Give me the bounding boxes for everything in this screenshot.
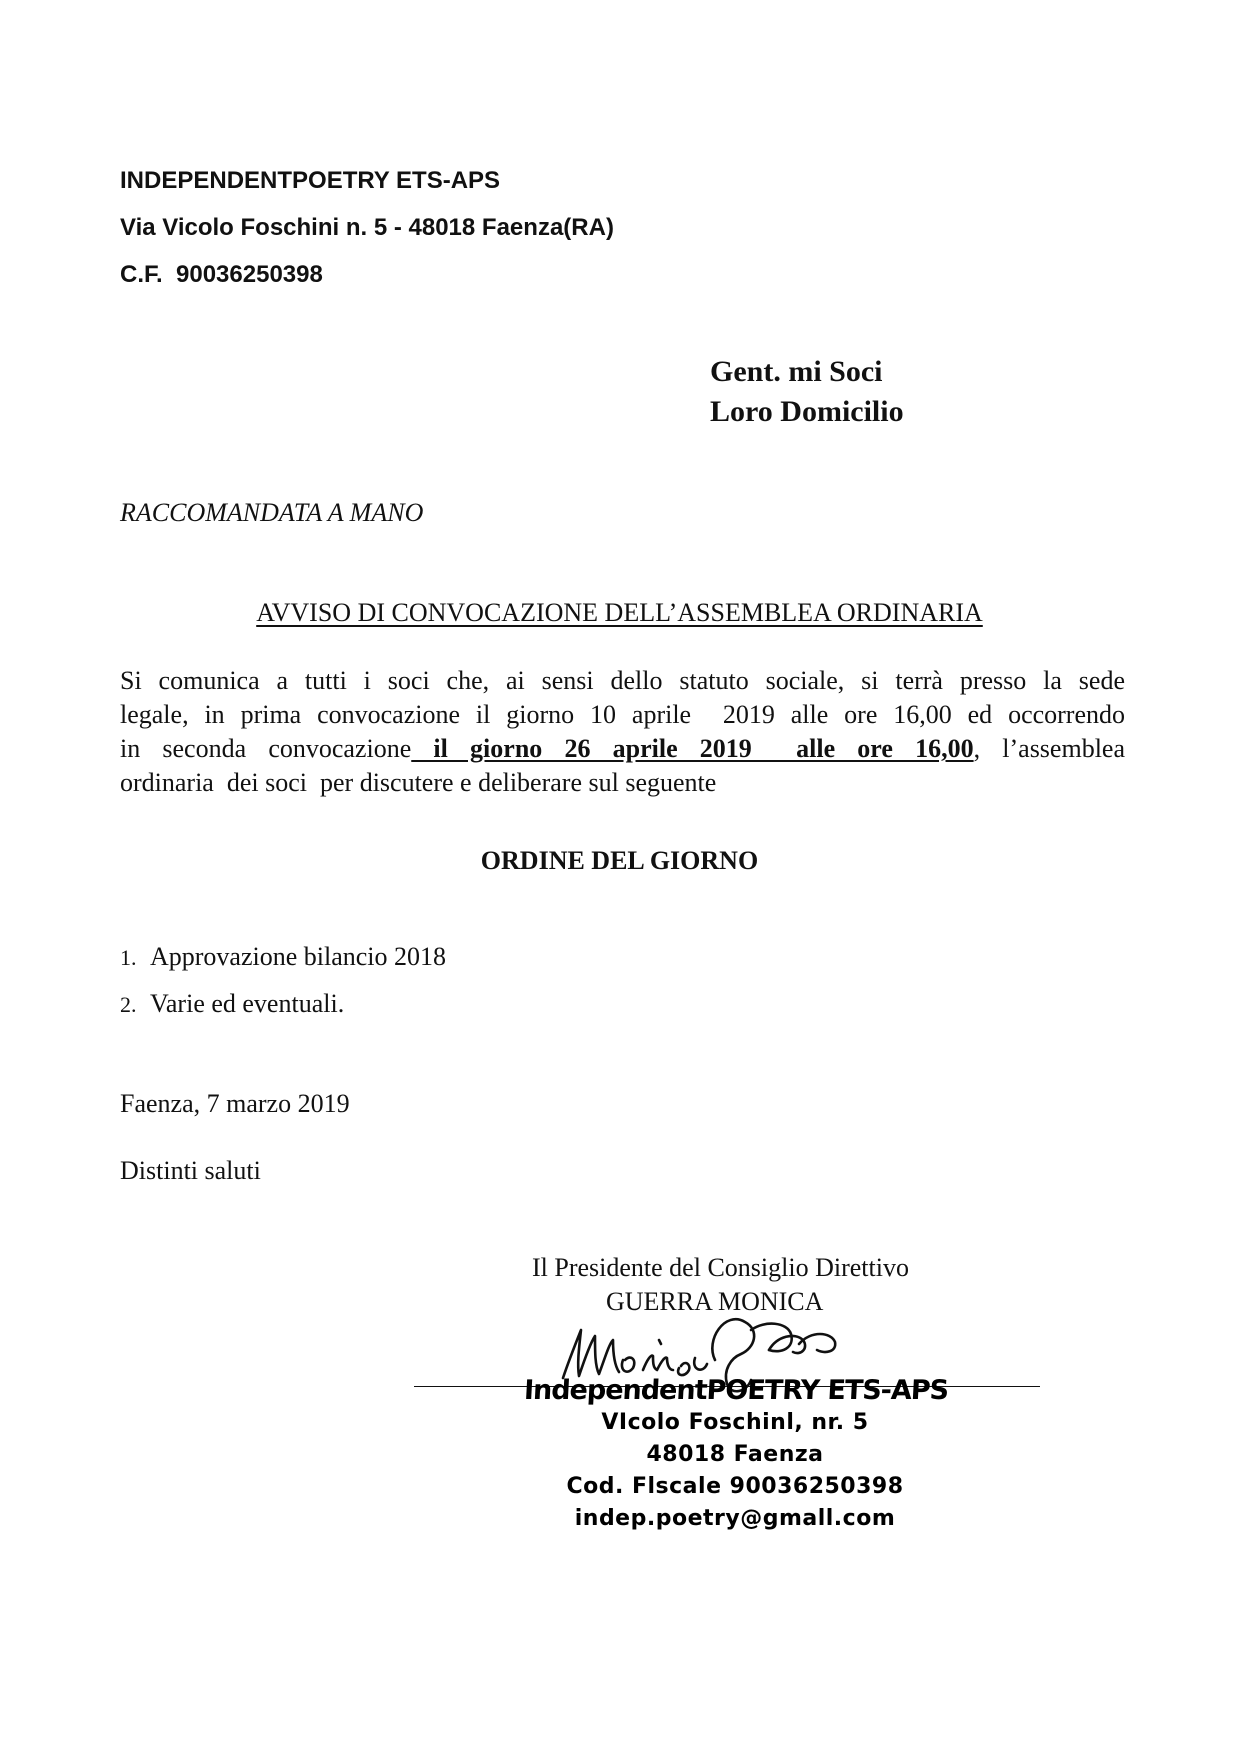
- sender-block: [120, 157, 614, 298]
- body-line-3-start: in seconda convocazione: [120, 734, 412, 763]
- body-line-4: ordinaria dei soci per discutere e deliberare sul seguente: [120, 768, 717, 797]
- closing-greeting: Distinti saluti: [120, 1156, 261, 1185]
- agenda-list: [120, 942, 446, 1036]
- agenda-item-text: Varie ed eventuali.: [150, 989, 345, 1018]
- recipient-block: [710, 352, 904, 432]
- stamp-line-4: Cod. Flscale 90036250398: [566, 1474, 904, 1499]
- body-line-3-end: , l’assemblea: [973, 734, 1125, 763]
- place-date: Faenza, 7 marzo 2019: [120, 1089, 350, 1118]
- association-stamp: [520, 1375, 950, 1535]
- subject-heading: [0, 598, 1239, 628]
- signatory-role: Il Presidente del Consiglio Direttivo: [532, 1253, 909, 1282]
- agenda-item-number: 1.: [120, 945, 137, 970]
- agenda-item-number: 2.: [120, 992, 137, 1017]
- delivery-method: RACCOMANDATA A MANO: [120, 498, 424, 527]
- agenda-title: ORDINE DEL GIORNO: [480, 846, 759, 875]
- body-line-2: legale, in prima convocazione il giorno 10 aprile 2019 alle ore 16,00 ed occorrendo: [120, 700, 1125, 729]
- sender-tax-code: C.F. 90036250398: [120, 261, 323, 288]
- recipient-line-2: Loro Domicilio: [710, 395, 904, 428]
- body-paragraph: [120, 664, 1125, 800]
- stamp-line-5: indep.poetry@gmall.com: [574, 1506, 896, 1531]
- agenda-item: [120, 942, 446, 989]
- signatory-name: GUERRA MONICA: [606, 1287, 824, 1316]
- body-line-3: [120, 732, 1125, 766]
- subject-text: AVVISO DI CONVOCAZIONE DELL’ASSEMBLEA ORDINARIA: [256, 598, 983, 627]
- agenda-item-text: Approvazione bilancio 2018: [150, 942, 447, 971]
- recipient-line-1: Gent. mi Soci: [710, 355, 883, 388]
- sender-name: INDEPENDENTPOETRY ETS-APS: [120, 167, 501, 194]
- second-meeting-date: il giorno 26 aprile 2019 alle ore 16,00: [411, 734, 974, 763]
- agenda-item: [120, 989, 446, 1036]
- stamp-line-3: 48018 Faenza: [646, 1442, 824, 1467]
- stamp-line-1: IndependentPOETRY ETS-APS: [523, 1375, 949, 1406]
- stamp-line-2: VIcolo Foschinl, nr. 5: [601, 1410, 869, 1435]
- body-line-1: Si comunica a tutti i soci che, ai sensi dello statuto sociale, si terrà presso la sede: [120, 666, 1125, 695]
- sender-address: Via Vicolo Foschini n. 5 - 48018 Faenza(RA): [120, 214, 614, 241]
